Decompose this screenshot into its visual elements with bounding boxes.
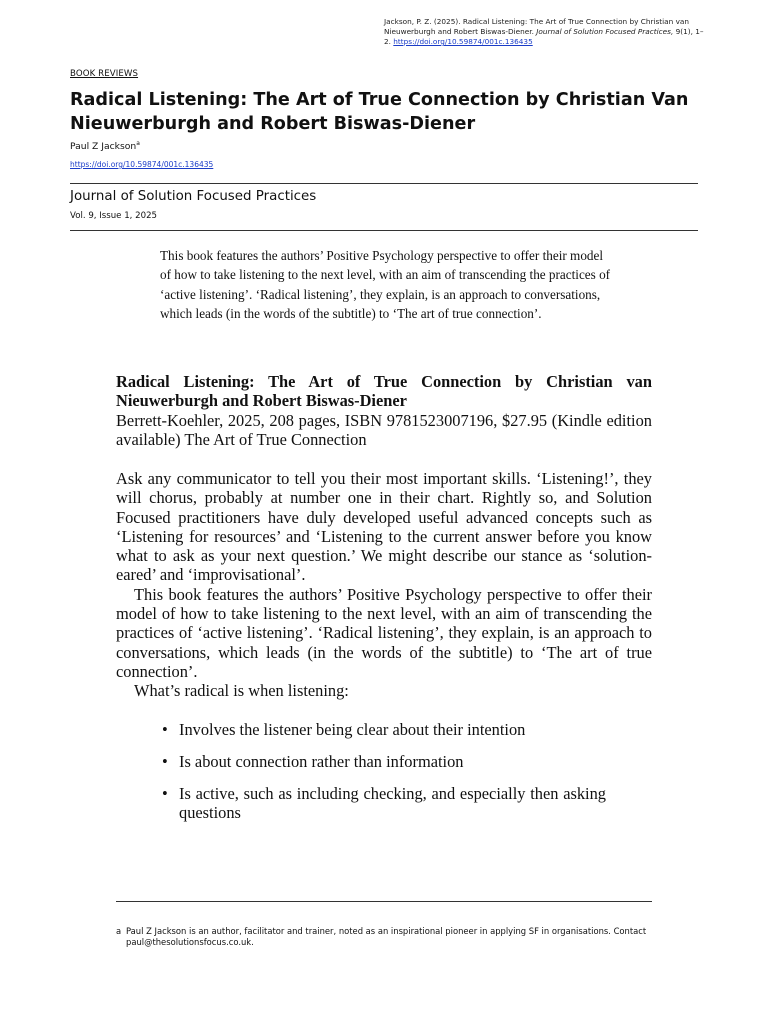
journal-name: Journal of Solution Focused Practices — [70, 189, 317, 204]
citation-text: Jackson, P. Z. (2025). Radical Listening: The Art of True Connection by Christian van Nieuwerburgh and Robert Biswas-Diener. — [384, 17, 690, 36]
body-text — [116, 469, 652, 701]
body-paragraph-2: This book features the authors’ Positive Psychology perspective to offer their model of how to take listening to the next level, with an aim of transcending the practices of ‘active listening’. ‘Radical listening’, they explain, is an approach to conversations, which leads (in the words of the subtitle) to ‘The art of true connection’. — [116, 584, 652, 681]
citation-doi-link[interactable]: https://doi.org/10.59874/001c.136435 — [393, 37, 533, 46]
citation-volume: 9(1), — [675, 27, 693, 36]
citation-journal: Journal of Solution Focused Practices, — [536, 27, 674, 36]
bullet-list — [160, 720, 606, 823]
footnote-text: Paul Z Jackson is an author, facilitator and trainer, noted as an inspirational pioneer in applying SF in organisations. Contact paul@thesolutionsfocus.co.uk. — [126, 926, 647, 947]
bullet-dot: • — [162, 783, 168, 803]
list-item — [160, 784, 606, 823]
footnote-rule — [116, 901, 652, 902]
footnote — [116, 926, 656, 948]
journal-issue: Vol. 9, Issue 1, 2025 — [70, 211, 158, 221]
abstract: This book features the authors’ Positive Psychology perspective to offer their model of how to take listening to the next level, with an aim of transcending the practices of ‘active listening’. ‘Radical listening’, they explain, is an approach to conversations, which leads (in the words of the subtitle) to ‘The art of true connection’. — [160, 248, 611, 321]
header-rule-bottom — [70, 230, 698, 231]
list-item-text: Involves the listener being clear about their intention — [179, 720, 526, 739]
footnote-mark: a — [116, 926, 122, 936]
citation-block — [384, 17, 704, 47]
bullet-dot: • — [162, 751, 168, 771]
article-title: Radical Listening: The Art of True Connection by Christian Van Nieuwerburgh and Robert Biswas-Diener — [70, 90, 689, 134]
bullet-dot: • — [162, 720, 168, 739]
body-paragraph-3: What’s radical is when listening: — [134, 681, 349, 701]
citation-pages: 1–2. — [384, 27, 704, 46]
list-item-text: Is active, such as including checking, and especially then asking questions — [179, 783, 606, 823]
body-paragraph-1: Ask any communicator to tell you their most important skills. ‘Listening!’, they will chorus, probably at number one in their chart. Rightly so, and Solution Focused practitioners have duly developed useful advanced concepts such as ‘Listening for resources’ and ‘Listening to the current answer before you know what to ask as your next question.’ We might describe our stance as ‘solution-eared’ and ‘improvisational’. — [116, 469, 652, 585]
author-footnote-mark[interactable]: a — [136, 140, 140, 147]
review-heading — [116, 372, 652, 450]
author-name: Paul Z Jackson — [70, 141, 137, 153]
author-line — [70, 140, 140, 152]
reviewed-book-title: Radical Listening: The Art of True Connection by Christian van Nieuwerburgh and Robert Biswas-Diener — [116, 372, 652, 411]
header-rule-top — [70, 183, 698, 184]
section-label: BOOK REVIEWS — [70, 69, 139, 79]
list-item — [160, 720, 606, 739]
list-item-text: Is about connection rather than information — [179, 751, 464, 771]
reviewed-book-meta: Berrett-Koehler, 2025, 208 pages, ISBN 9781523007196, $27.95 (Kindle edition available) The Art of True Connection — [116, 410, 652, 450]
list-item — [160, 752, 606, 771]
doi-link[interactable]: https://doi.org/10.59874/001c.136435 — [70, 160, 214, 169]
